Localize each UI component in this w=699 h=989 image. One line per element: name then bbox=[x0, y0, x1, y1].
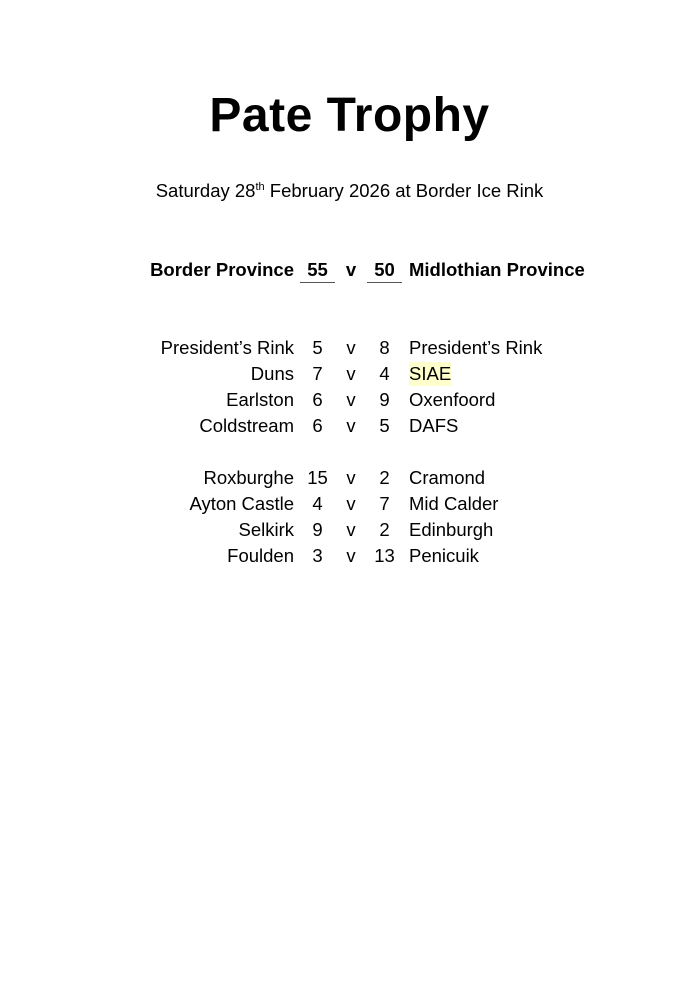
away-rink: Penicuik bbox=[409, 545, 479, 566]
home-score: 7 bbox=[312, 363, 323, 384]
match-row bbox=[0, 336, 699, 360]
away-score: 2 bbox=[379, 519, 390, 540]
match-row bbox=[0, 492, 699, 516]
home-rink: Ayton Castle bbox=[189, 493, 294, 514]
away-rink: Cramond bbox=[409, 467, 486, 488]
home-rink: Selkirk bbox=[238, 519, 294, 540]
home-total-score: 55 bbox=[300, 258, 335, 283]
versus-label: v bbox=[346, 545, 356, 566]
subtitle-ordinal: th bbox=[255, 181, 265, 193]
away-score: 4 bbox=[379, 363, 390, 384]
match-row bbox=[0, 388, 699, 412]
match-row bbox=[0, 362, 699, 386]
home-score: 6 bbox=[312, 389, 323, 410]
home-score: 15 bbox=[307, 467, 328, 488]
away-rink: President’s Rink bbox=[409, 337, 543, 358]
home-score: 6 bbox=[312, 415, 323, 436]
subtitle-date: Saturday 28 bbox=[155, 180, 256, 201]
away-score: 13 bbox=[374, 545, 395, 566]
away-rink: DAFS bbox=[409, 415, 459, 436]
versus-label: v bbox=[345, 259, 357, 280]
away-score: 8 bbox=[379, 337, 390, 358]
home-rink: Earlston bbox=[226, 389, 294, 410]
away-score: 5 bbox=[379, 415, 390, 436]
home-rink: Roxburghe bbox=[203, 467, 294, 488]
total-score-row bbox=[0, 258, 699, 282]
home-rink: Coldstream bbox=[199, 415, 294, 436]
versus-label: v bbox=[346, 415, 356, 436]
away-rink: Mid Calder bbox=[409, 493, 499, 514]
versus-label: v bbox=[346, 363, 356, 384]
match-row bbox=[0, 414, 699, 438]
home-score: 9 bbox=[312, 519, 323, 540]
away-rink: Edinburgh bbox=[409, 519, 494, 540]
versus-label: v bbox=[346, 519, 356, 540]
home-rink: Duns bbox=[250, 363, 294, 384]
away-score: 9 bbox=[379, 389, 390, 410]
match-row bbox=[0, 466, 699, 490]
away-rink: Oxenfoord bbox=[409, 389, 496, 410]
versus-label: v bbox=[346, 389, 356, 410]
event-date-venue bbox=[0, 180, 699, 202]
home-score: 5 bbox=[312, 337, 323, 358]
away-province: Midlothian Province bbox=[409, 259, 585, 280]
away-score: 7 bbox=[379, 493, 390, 514]
home-score: 3 bbox=[312, 545, 323, 566]
match-row bbox=[0, 544, 699, 568]
home-rink: President’s Rink bbox=[160, 337, 294, 358]
home-province: Border Province bbox=[150, 259, 294, 280]
versus-label: v bbox=[346, 493, 356, 514]
page-title: Pate Trophy bbox=[209, 89, 490, 142]
home-score: 4 bbox=[312, 493, 323, 514]
versus-label: v bbox=[346, 467, 356, 488]
away-score: 2 bbox=[379, 467, 390, 488]
away-total-score: 50 bbox=[367, 258, 402, 283]
away-rink-highlighted: SIAE bbox=[409, 363, 452, 384]
versus-label: v bbox=[346, 337, 356, 358]
home-rink: Foulden bbox=[227, 545, 294, 566]
match-row bbox=[0, 518, 699, 542]
subtitle-venue: February 2026 at Border Ice Rink bbox=[264, 180, 544, 201]
